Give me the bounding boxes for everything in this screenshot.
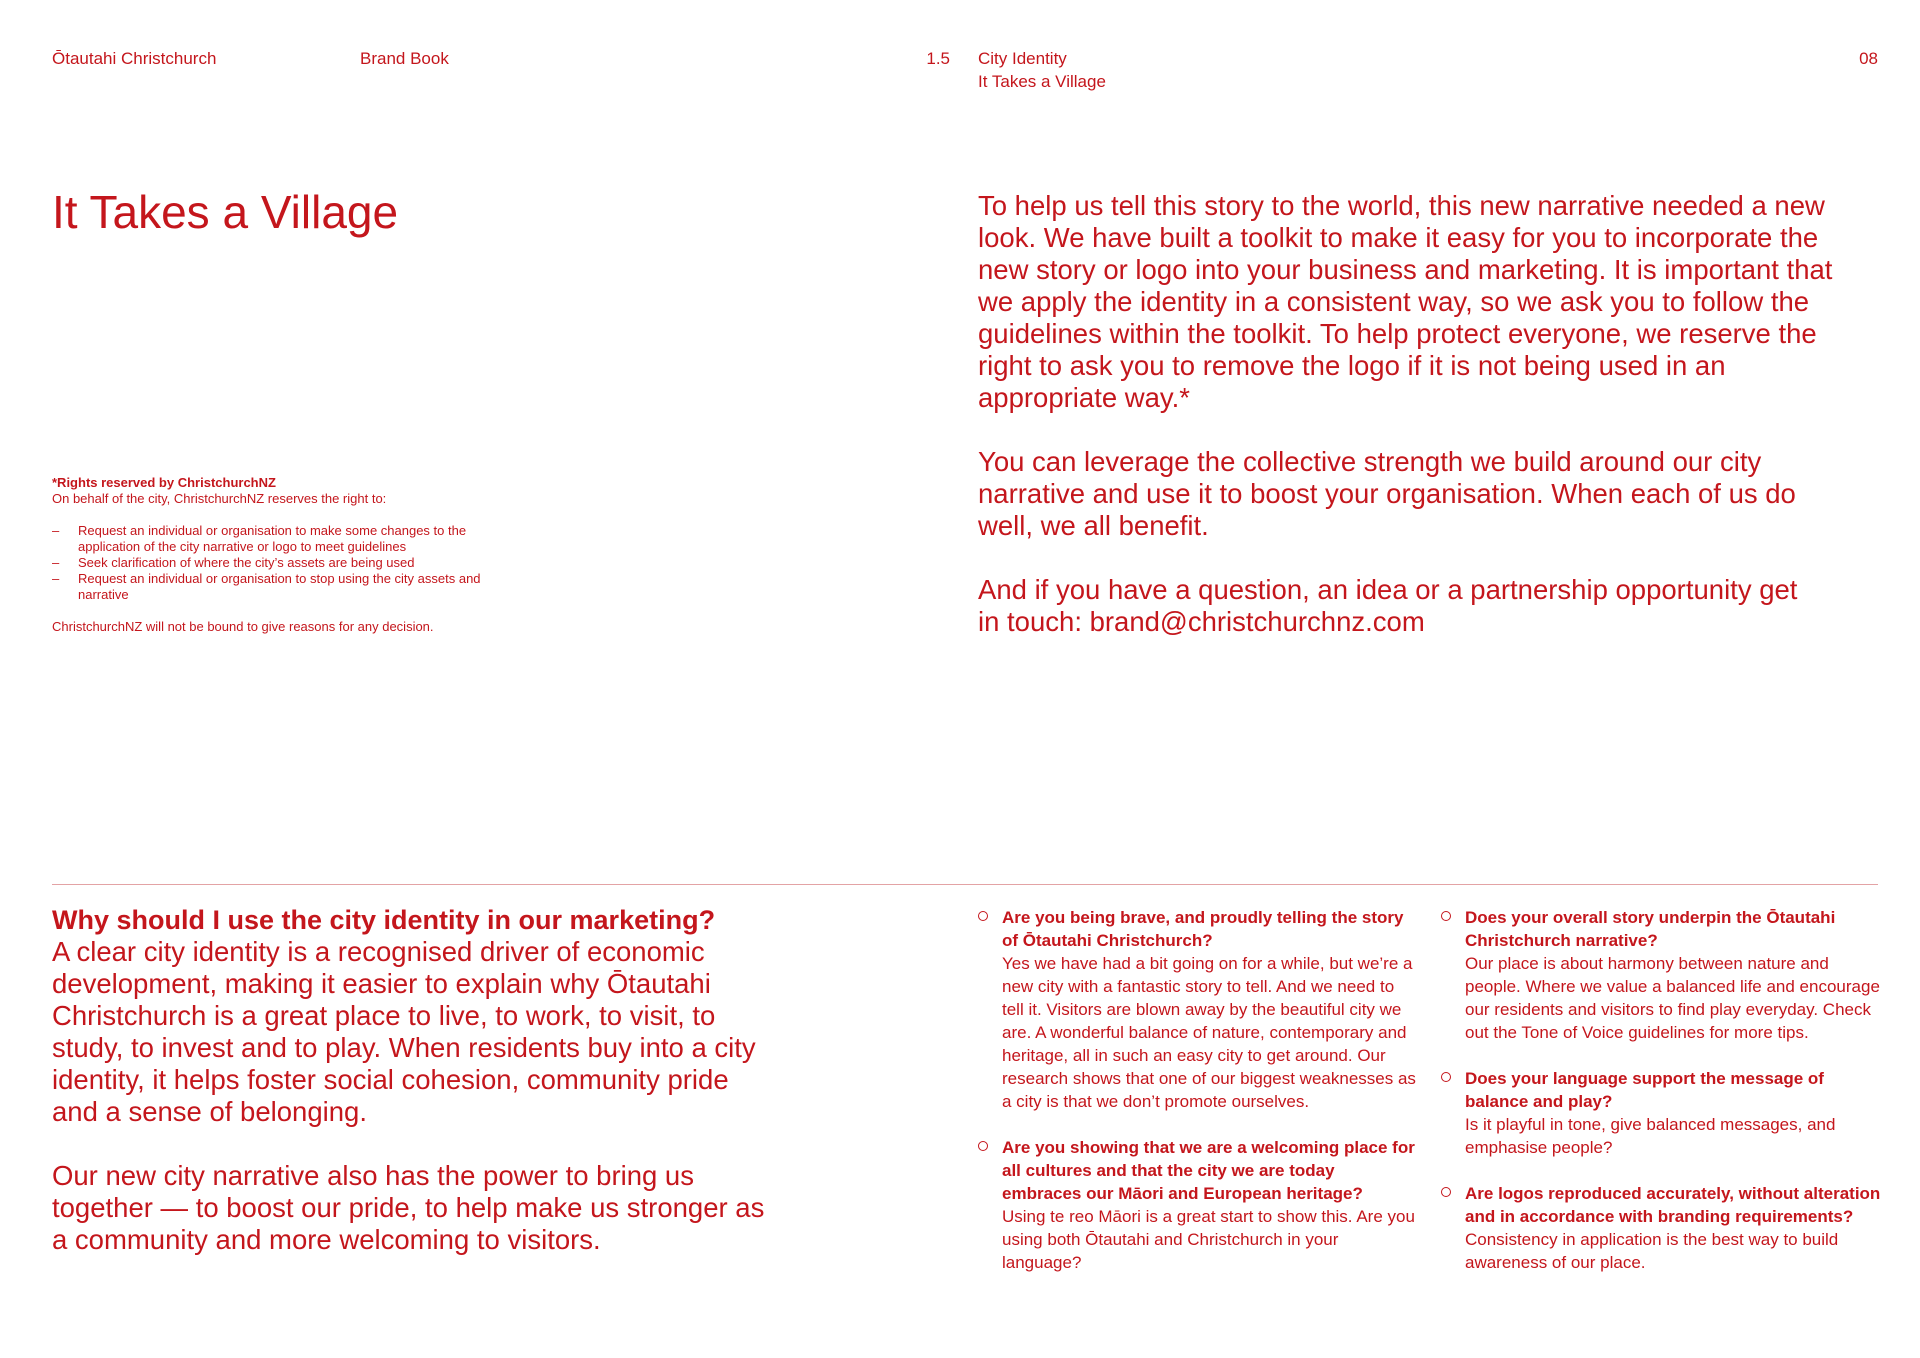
page-title: It Takes a Village <box>52 186 399 238</box>
checklist-item-title: Are you showing that we are a welcoming place for all cultures and that the city we are today embraces our Māori and European heritage? <box>1002 1138 1415 1203</box>
intro-paragraph-2: You can leverage the collective strength we build around our city narrative and use it to boost your organisation. When each of us do well, we all benefit. <box>978 446 1796 541</box>
section-divider <box>52 884 1878 885</box>
checklist-item <box>1441 1067 1881 1159</box>
bullet-circle-icon <box>1441 1187 1451 1197</box>
rights-lead: On behalf of the city, ChristchurchNZ reserves the right to: <box>52 491 387 506</box>
rights-note <box>52 475 502 635</box>
checklist-column-1 <box>978 906 1418 1297</box>
checklist-item-title: Are you being brave, and proudly telling the story of Ōtautahi Christchurch? <box>1002 908 1404 950</box>
checklist-item-body: Consistency in application is the best way to build awareness of our place. <box>1465 1230 1839 1272</box>
rights-item: – Request an individual or organisation to make some changes to the application of the city narrative or logo to meet guidelines <box>52 523 502 555</box>
rights-item: – Request an individual or organisation to stop using the city assets and narrative <box>52 571 502 603</box>
why-heading: Why should I use the city identity in our marketing? <box>52 905 716 935</box>
bullet-circle-icon <box>1441 1072 1451 1082</box>
intro-paragraph-3: And if you have a question, an idea or a partnership opportunity get in touch: brand@christchurchnz.com <box>978 574 1798 637</box>
checklist-item <box>1441 1182 1881 1274</box>
header-doc-title: Brand Book <box>360 49 449 68</box>
checklist-column-2 <box>1441 906 1881 1297</box>
header-org: Ōtautahi Christchurch <box>52 49 217 68</box>
header-page-number: 08 <box>1859 49 1878 68</box>
rights-list <box>52 523 502 603</box>
rights-footer: ChristchurchNZ will not be bound to give reasons for any decision. <box>52 619 434 634</box>
checklist-item-body: Using te reo Māori is a great start to show this. Are you using both Ōtautahi and Christchurch in your language? <box>1002 1207 1415 1272</box>
header-section-title: City Identity <box>978 49 1067 68</box>
why-paragraph-2: Our new city narrative also has the power to bring us together — to boost our pride, to help make us stronger as a community and more welcoming to visitors. <box>52 1160 765 1255</box>
intro-paragraph-1: To help us tell this story to the world, this new narrative needed a new look. We have built a toolkit to make it easy for you to incorporate the new story or logo into your business and marketing. It is important that we apply the identity in a consistent way, so we ask you to follow the guidelines within the toolkit. To help protect everyone, we reserve the right to ask you to remove the logo if it is not being used in an appropriate way.* <box>978 190 1833 413</box>
checklist-item-title: Are logos reproduced accurately, without alteration and in accordance with branding requirements? <box>1465 1184 1881 1226</box>
checklist-item-body: Yes we have had a bit going on for a while, but we’re a new city with a fantastic story to tell. And we need to tell it. Visitors are blown away by the beautiful city we are. A wonderful balance of nature, contemporary and heritage, all in such an easy city to get around. Our research shows that one of our biggest weaknesses as a city is that we don’t promote ourselves. <box>1002 954 1416 1111</box>
checklist-item-title: Does your overall story underpin the Ōtautahi Christchurch narrative? <box>1465 908 1836 950</box>
why-paragraph-1: A clear city identity is a recognised driver of economic development, making it easier to explain why Ōtautahi Christchurch is a great place to live, to work, to visit, to study, to invest and to play. When residents buy into a city identity, it helps foster social cohesion, community pride and a sense of belonging. <box>52 936 756 1127</box>
rights-item: – Seek clarification of where the city’s assets are being used <box>52 555 502 571</box>
rights-title: *Rights reserved by ChristchurchNZ <box>52 475 276 490</box>
checklist-item-title: Does your language support the message of balance and play? <box>1465 1069 1824 1111</box>
checklist-item-body: Our place is about harmony between nature and people. Where we value a balanced life and encourage our residents and visitors to find play everyday. Check out the Tone of Voice guidelines for more tips. <box>1465 954 1880 1042</box>
checklist-item <box>978 1136 1418 1274</box>
bullet-circle-icon <box>1441 911 1451 921</box>
checklist-item <box>978 906 1418 1113</box>
why-section <box>52 904 782 1256</box>
checklist-item <box>1441 906 1881 1044</box>
header-section-subtitle: It Takes a Village <box>978 72 1106 91</box>
checklist-item-body: Is it playful in tone, give balanced messages, and emphasise people? <box>1465 1115 1836 1157</box>
header-section-number: 1.5 <box>926 49 950 68</box>
intro-text <box>978 190 1838 638</box>
bullet-circle-icon <box>978 1141 988 1151</box>
bullet-circle-icon <box>978 911 988 921</box>
